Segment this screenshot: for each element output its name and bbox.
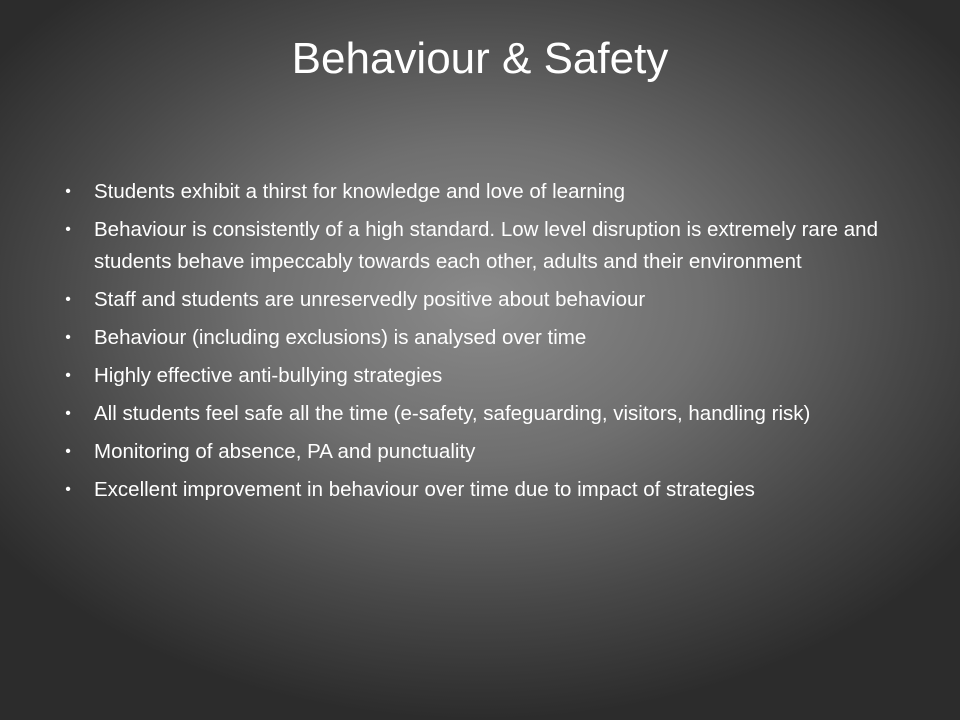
bullet-icon: • [65,329,71,346]
bullet-text: All students feel safe all the time (e-safety, safeguarding, visitors, handling risk) [94,402,811,425]
bullet-text: Behaviour is consistently of a high standard. Low level disruption is extremely rare and students behave impeccably towards each other, adults and their environment [94,218,878,273]
bullet-item [58,360,908,392]
bullet-text: Monitoring of absence, PA and punctuality [94,440,476,463]
bullet-icon: • [65,291,71,308]
bullet-text: Students exhibit a thirst for knowledge and love of learning [94,180,626,203]
bullet-item [58,214,908,278]
bullet-item [58,474,908,506]
bullet-icon: • [65,221,71,238]
bullet-icon: • [65,367,71,384]
bullet-item [58,176,908,208]
slide-title: Behaviour & Safety [291,34,669,83]
bullet-text: Excellent improvement in behaviour over time due to impact of strategies [94,478,755,501]
bullet-icon: • [65,183,71,200]
bullet-item [58,284,908,316]
bullet-icon: • [65,481,71,498]
bullet-item [58,398,908,430]
bullet-text: Staff and students are unreservedly positive about behaviour [94,288,646,311]
bullet-icon: • [65,443,71,460]
bullet-item [58,322,908,354]
bullet-icon: • [65,405,71,422]
bullet-item [58,436,908,468]
bullet-text: Highly effective anti-bullying strategies [94,364,443,387]
bullet-text: Behaviour (including exclusions) is analysed over time [94,326,587,349]
bullet-list [58,176,908,512]
